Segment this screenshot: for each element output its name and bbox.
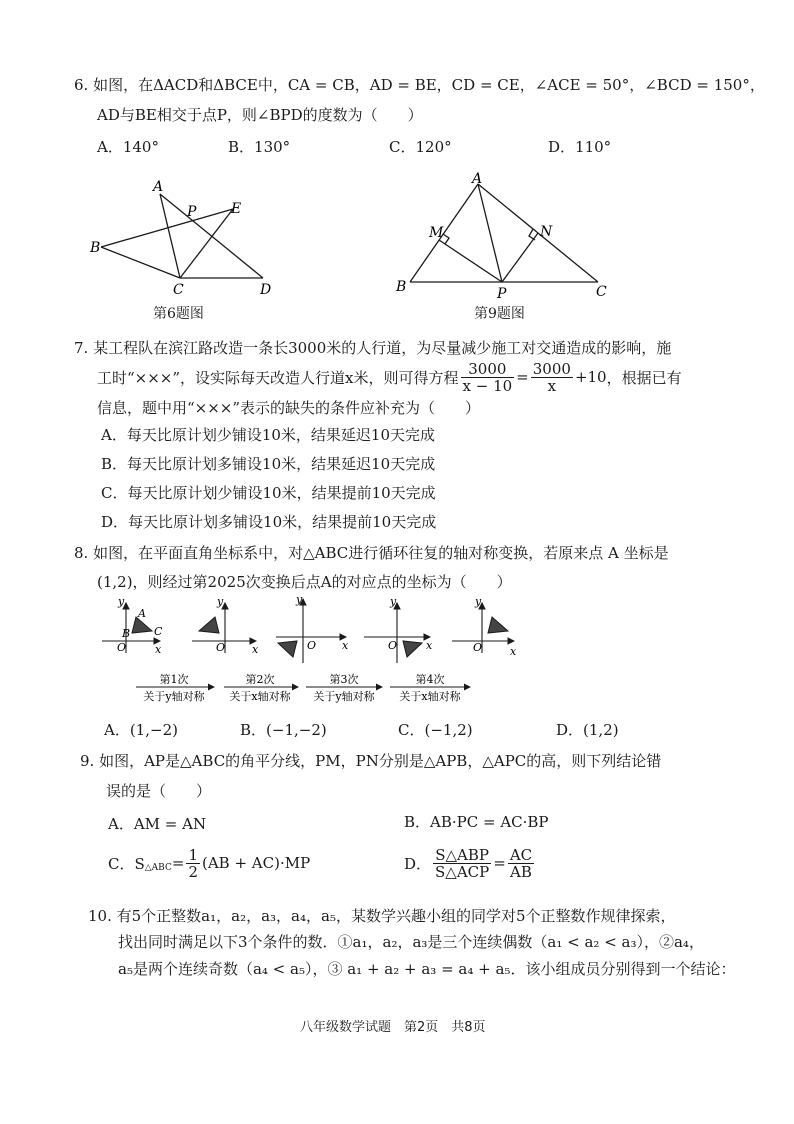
step3-label: 第3次 — [329, 673, 359, 686]
axis-y-2: y — [217, 595, 224, 608]
q9-d-frac2-den: AB — [510, 862, 532, 881]
q9-line1 — [80, 750, 661, 771]
q9-text-1: 如图，AP是△ABC的角平分线，PM，PN分别是△APB，△APC的高，则下列结论错 — [99, 752, 662, 770]
q6-figure — [85, 172, 285, 302]
axis-x-2: x — [252, 643, 259, 656]
q7-line1 — [74, 337, 671, 358]
line-AP — [478, 184, 502, 282]
label-b: B — [90, 240, 101, 256]
triangle-step1 — [199, 617, 219, 633]
q9-figure-caption: 第9题图 — [474, 306, 525, 322]
q7-line2 — [97, 357, 682, 397]
q9-c-frac-num: 1 — [188, 845, 198, 864]
q7-frac2-den: x — [547, 376, 557, 395]
q10-line1 — [88, 905, 676, 926]
q9-figure — [388, 170, 618, 305]
origin-4: O — [388, 639, 398, 652]
step2-label: 第2次 — [245, 673, 275, 686]
line-AB — [410, 184, 478, 282]
q9-d-frac1-num: S△ABP — [433, 847, 491, 864]
q6-option-c: C．120° — [389, 138, 452, 156]
q9-option-a: A．AM = AN — [108, 815, 207, 833]
label-p: P — [187, 204, 197, 220]
q7-option-a: A．每天比原计划少铺设10米，结果延迟10天完成 — [101, 426, 436, 444]
label-b: B — [396, 279, 407, 295]
axis-x-3: x — [342, 639, 349, 652]
label-d: D — [260, 282, 272, 298]
q8-option-d: D．(1,2) — [556, 721, 619, 739]
q9-option-d — [404, 843, 536, 883]
q6-text-2: AD与BE相交于点P，则∠BPD的度数为（ ） — [97, 106, 423, 124]
q9-d-fraction-1 — [433, 847, 491, 880]
triangle-step4 — [488, 617, 508, 633]
q9-c-fraction — [186, 847, 200, 880]
q9-option-b: B．AB·PC = AC·BP — [404, 813, 549, 831]
q10-text-1: 有5个正整数a₁，a₂，a₃，a₄，a₅，某数学兴趣小组的同学对5个正整数作规律探索， — [116, 907, 676, 925]
q9-c-label: C．S — [108, 854, 145, 873]
q9-d-frac2-num: AC — [509, 845, 533, 864]
q9-c-frac-den: 2 — [188, 862, 198, 881]
page-footer: 八年级数学试题 第2页 共8页 — [300, 1020, 486, 1035]
q8-text-1: 如图，在平面直角坐标系中，对△ABC进行循环往复的轴对称变换，若原来点 A 坐标是 — [93, 544, 669, 562]
q9-number: 9. — [80, 752, 95, 770]
q7-eq-sign: = — [516, 368, 529, 386]
q6-figure-caption: 第6题图 — [153, 306, 204, 322]
q7-frac1-den: x − 10 — [462, 376, 513, 395]
point-a: A — [138, 607, 146, 620]
q9-d-frac1-den: S△ACP — [435, 862, 490, 881]
q6-number: 6. — [74, 76, 89, 94]
q9-d-eq: = — [493, 854, 506, 872]
origin-5: O — [473, 641, 483, 654]
step2-desc: 关于x轴对称 — [229, 690, 291, 703]
q7-text-3: 信息，题中用“×××”表示的缺失的条件应补充为（ ） — [97, 399, 481, 417]
axis-x-1: x — [155, 643, 162, 656]
q7-text-1: 某工程队在滨江路改造一条长3000米的人行道，为尽量减少施工对交通造成的影响，施 — [93, 339, 672, 357]
axis-y-3: y — [296, 593, 303, 606]
q7-text-2: 工时“×××”，设实际每天改造人行道x米，则可得方程 — [97, 368, 459, 387]
origin-1: O — [117, 641, 127, 654]
label-c: C — [173, 282, 184, 298]
label-m: M — [429, 225, 444, 241]
line-AC — [160, 194, 180, 278]
q8-option-a: A．(1,−2) — [104, 721, 178, 739]
label-n: N — [540, 224, 553, 240]
point-b: B — [122, 627, 131, 640]
q10-number: 10. — [88, 907, 112, 925]
line-PM — [439, 240, 502, 282]
q9-c-sub: △ABC — [144, 863, 172, 873]
q9-c-tail: (AB + AC)·MP — [201, 854, 311, 872]
label-e: E — [231, 201, 242, 217]
point-c: C — [154, 625, 163, 638]
step4-desc: 关于x轴对称 — [399, 690, 461, 703]
q6-line1 — [74, 74, 765, 95]
q6-option-b: B．130° — [228, 138, 291, 156]
q9-d-label: D． — [404, 854, 432, 873]
line-PN — [502, 233, 538, 282]
q7-eq-tail: +10 — [574, 368, 607, 386]
step4-label: 第4次 — [415, 673, 445, 686]
axis-x-4: x — [426, 639, 433, 652]
triangle-step3 — [403, 641, 422, 657]
step3-desc: 关于y轴对称 — [313, 690, 375, 703]
axis-y-4: y — [390, 595, 397, 608]
q7-option-c: C．每天比原计划少铺设10米，结果提前10天完成 — [101, 484, 436, 502]
q7-option-d: D．每天比原计划多铺设10米，结果提前10天完成 — [101, 513, 437, 531]
label-c: C — [596, 284, 607, 300]
axis-x-5: x — [510, 645, 517, 658]
q7-fraction-1 — [461, 361, 515, 394]
q9-c-eq: = — [171, 854, 185, 872]
step1-desc: 关于y轴对称 — [143, 690, 205, 703]
q9-option-c — [108, 843, 310, 883]
q8-figure — [100, 593, 520, 708]
q6-option-a: A．140° — [97, 138, 159, 156]
q10-text-3: a₅是两个连续奇数（a₄ < a₅），③ a₁ + a₂ + a₃ = a₄ + a₅．该小组成员分别得到一个结论： — [118, 960, 736, 978]
q7-frac2-num: 3000 — [532, 359, 571, 378]
axis-y-1: y — [118, 595, 125, 608]
q8-text-2: (1,2)，则经过第2025次变换后点A的对应点的坐标为（ ） — [97, 573, 512, 591]
q6-text-1: 如图，在ΔACD和ΔBCE中，CA = CB，AD = BE，CD = CE，∠ACE = 50°，∠BCD = 150°， — [93, 76, 765, 94]
q9-text-2: 误的是（ ） — [106, 782, 212, 800]
q9-d-fraction-2 — [508, 847, 534, 880]
axis-y-5: y — [475, 595, 482, 608]
q10-text-2: 找出同时满足以下3个条件的数．①a₁，a₂，a₃是三个连续偶数（a₁ < a₂ < a₃），②a₄， — [118, 933, 704, 951]
q7-frac1-num: 3000 — [461, 361, 515, 378]
q8-option-c: C．(−1,2) — [398, 721, 473, 739]
q7-option-b: B．每天比原计划多铺设10米，结果延迟10天完成 — [101, 455, 436, 473]
label-p: P — [497, 286, 507, 302]
origin-2: O — [216, 641, 226, 654]
q8-option-b: B．(−1,−2) — [240, 721, 327, 739]
q8-line1 — [74, 542, 669, 563]
q7-fraction-2 — [531, 361, 573, 394]
triangle-step2 — [278, 641, 297, 657]
q8-number: 8. — [74, 544, 89, 562]
line-BE — [101, 209, 233, 247]
step1-label: 第1次 — [159, 673, 189, 686]
label-a: A — [472, 171, 483, 187]
q7-text-2-post: ，根据已有 — [606, 368, 682, 387]
q7-number: 7. — [74, 339, 89, 357]
q6-option-d: D．110° — [548, 138, 612, 156]
origin-3: O — [307, 639, 317, 652]
line-BC — [101, 247, 180, 278]
label-a: A — [153, 179, 164, 195]
